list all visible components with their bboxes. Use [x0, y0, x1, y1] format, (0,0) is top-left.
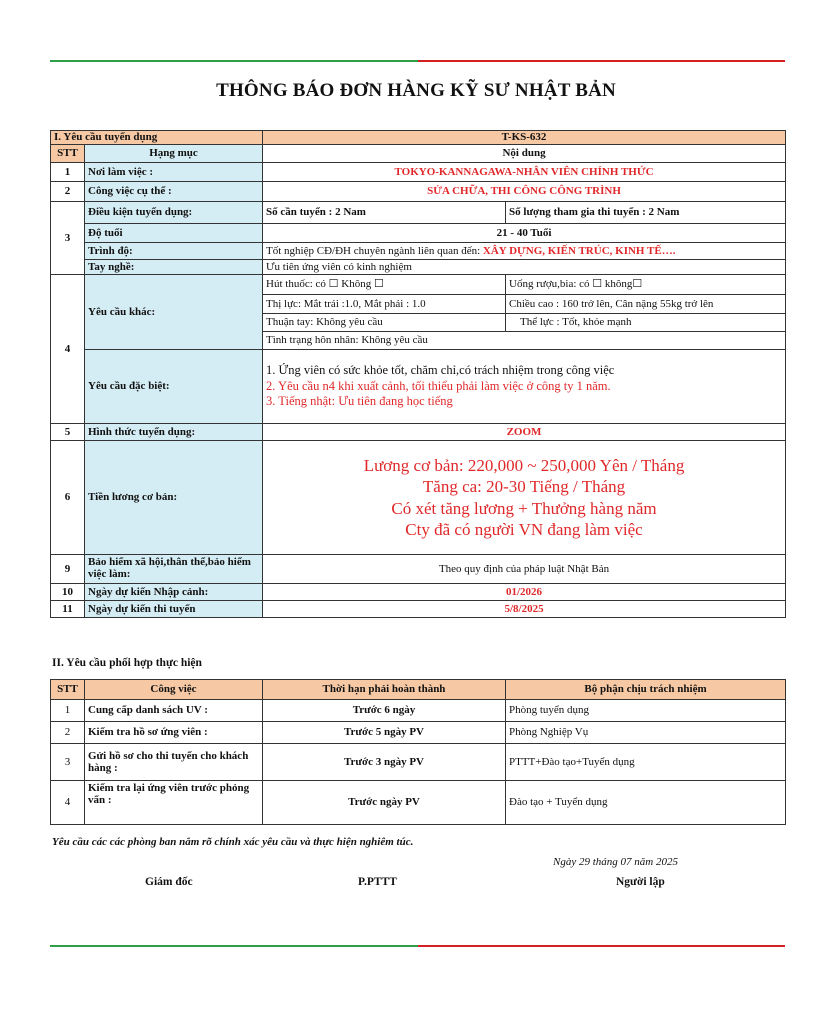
entry-date-value: 01/2026	[263, 584, 786, 601]
department-cell: Phòng Nghiệp Vụ	[506, 722, 786, 744]
deadline-cell: Trước 5 ngày PV	[263, 722, 506, 744]
table-row	[51, 350, 786, 424]
table-row	[51, 555, 786, 584]
education-value	[263, 243, 786, 260]
row-number: 4	[51, 275, 85, 424]
deadline-header: Thời hạn phải hoàn thành	[263, 680, 506, 700]
signature-director: Giám đốc	[145, 876, 193, 888]
education-prefix: Tốt nghiệp CĐ/ĐH chuyên ngành liên quan đến:	[266, 244, 481, 257]
section1-header-row	[51, 131, 786, 145]
instruction-note: Yêu cầu các các phòng ban nắm rõ chính xác yêu cầu và thực hiện nghiêm túc.	[52, 836, 414, 848]
table-row	[51, 243, 786, 260]
stt-header: STT	[51, 680, 85, 700]
table-row	[51, 744, 786, 781]
stt-header: STT	[51, 145, 85, 163]
education-label: Trình độ:	[85, 243, 263, 260]
task-cell: Cung cấp danh sách UV :	[85, 700, 263, 722]
row-number: 2	[51, 722, 85, 744]
job-value: SỬA CHỮA, THI CÔNG CÔNG TRÌNH	[263, 182, 786, 202]
table-row	[51, 182, 786, 202]
vision-field: Thị lực: Mắt trái :1.0, Mắt phải : 1.0	[263, 295, 506, 314]
task-header: Công việc	[85, 680, 263, 700]
salary-label: Tiền lương cơ bản:	[85, 441, 263, 555]
table-row	[51, 781, 786, 825]
special-line-2: 2. Yêu cầu n4 khi xuất cảnh, tối thiểu phải làm việc ở công ty 1 năm.	[266, 378, 611, 393]
workplace-label: Nơi làm việc :	[85, 163, 263, 182]
row-number: 4	[51, 781, 85, 825]
column-header-row	[51, 145, 786, 163]
special-requirements	[263, 350, 786, 424]
salary-line-4: Cty đã có người VN đang làm việc	[405, 519, 643, 539]
row-number: 3	[51, 744, 85, 781]
workplace-value: TOKYO-KANNAGAWA-NHÂN VIÊN CHÍNH THỨC	[263, 163, 786, 182]
education-fields: XÂY DỰNG, KIẾN TRÚC, KINH TẾ….	[482, 244, 676, 257]
content-header: Nội dung	[263, 145, 786, 163]
marital-field: Tình trạng hôn nhân: Không yêu cầu	[263, 332, 786, 350]
special-line-1: 1. Ứng viên có sức khỏe tốt, chăm chỉ,có trách nhiệm trong công việc	[266, 363, 615, 378]
height-field: Chiều cao : 160 trở lên, Cân nặng 55kg trở lên	[506, 295, 786, 314]
department-header: Bộ phận chịu trách nhiệm	[506, 680, 786, 700]
salary-line-2: Tăng ca: 20-30 Tiếng / Tháng	[422, 477, 626, 497]
row-number: 2	[51, 182, 85, 202]
signature-creator: Người lập	[616, 876, 665, 888]
handedness-field: Thuận tay: Không yêu cầu	[263, 314, 506, 332]
salary-line-3: Có xét tăng lương + Thưởng hàng năm	[391, 498, 657, 518]
insurance-label: Bảo hiểm xã hội,thân thể,bảo hiểm việc làm:	[85, 555, 263, 584]
insurance-value: Theo quy định của pháp luật Nhật Bản	[263, 555, 786, 584]
table-row	[51, 163, 786, 182]
row-number: 11	[51, 601, 85, 618]
recruit-count: Số cần tuyển : 2 Nam	[263, 202, 506, 224]
document-date: Ngày 29 tháng 07 năm 2025	[553, 856, 678, 868]
table-row	[51, 700, 786, 722]
row-number: 10	[51, 584, 85, 601]
table-row	[51, 584, 786, 601]
requirements-table	[50, 130, 786, 618]
row-number: 5	[51, 424, 85, 441]
entry-date-label: Ngày dự kiến Nhập cảnh:	[85, 584, 263, 601]
exam-date-value: 5/8/2025	[263, 601, 786, 618]
row-number: 3	[51, 202, 85, 275]
conditions-label: Điều kiện tuyển dụng:	[85, 202, 263, 224]
table-row	[51, 424, 786, 441]
section1-title: I. Yêu cầu tuyển dụng	[51, 131, 263, 145]
department-cell: PTTT+Đào tạo+Tuyển dụng	[506, 744, 786, 781]
table-row	[51, 441, 786, 555]
department-cell: Phòng tuyển dụng	[506, 700, 786, 722]
page-title: THÔNG BÁO ĐƠN HÀNG KỸ SƯ NHẬT BẢN	[216, 80, 616, 101]
age-label: Độ tuổi	[85, 224, 263, 243]
table-row	[51, 224, 786, 243]
row-number: 1	[51, 700, 85, 722]
fitness-field: Thể lực : Tốt, khỏe mạnh	[506, 314, 786, 332]
item-header: Hạng mục	[85, 145, 263, 163]
skill-label: Tay nghề:	[85, 260, 263, 275]
order-code: T-KS-632	[263, 131, 786, 145]
recruit-form-label: Hình thức tuyển dụng:	[85, 424, 263, 441]
signature-pttt: P.PTTT	[358, 876, 397, 888]
other-requirements-label: Yêu cầu khác:	[85, 275, 263, 350]
deadline-cell: Trước 6 ngày	[263, 700, 506, 722]
salary-details	[263, 441, 786, 555]
table-row	[51, 722, 786, 744]
task-cell: Gửi hồ sơ cho thi tuyển cho khách hàng :	[85, 744, 263, 781]
table-row	[51, 260, 786, 275]
special-requirements-label: Yêu cầu đặc biệt:	[85, 350, 263, 424]
department-cell: Đào tạo + Tuyển dụng	[506, 781, 786, 825]
drinking-field: Uống rượu,bia: có ☐ không☐	[506, 275, 786, 295]
age-value: 21 - 40 Tuổi	[263, 224, 786, 243]
coordination-table	[50, 679, 786, 825]
exam-date-label: Ngày dự kiến thi tuyển	[85, 601, 263, 618]
top-rule	[50, 60, 785, 62]
task-cell: Kiểm tra hồ sơ ứng viên :	[85, 722, 263, 744]
exam-count: Số lượng tham gia thi tuyển : 2 Nam	[506, 202, 786, 224]
bottom-rule	[50, 945, 785, 947]
table-row	[51, 601, 786, 618]
section2-title: II. Yêu cầu phối hợp thực hiện	[52, 657, 202, 669]
smoking-field: Hút thuốc: có ☐ Không ☐	[263, 275, 506, 295]
task-cell: Kiểm tra lại ứng viên trước phỏng vấn :	[85, 781, 263, 825]
deadline-cell: Trước ngày PV	[263, 781, 506, 825]
table-row	[51, 202, 786, 224]
job-label: Công việc cụ thể :	[85, 182, 263, 202]
row-number: 1	[51, 163, 85, 182]
row-number: 9	[51, 555, 85, 584]
recruit-form-value: ZOOM	[263, 424, 786, 441]
row-number: 6	[51, 441, 85, 555]
special-line-3: 3. Tiếng nhật: Ưu tiên đang học tiếng	[266, 394, 453, 409]
skill-value: Ưu tiên ứng viên có kinh nghiệm	[263, 260, 786, 275]
table-row	[51, 275, 786, 295]
deadline-cell: Trước 3 ngày PV	[263, 744, 506, 781]
salary-line-1: Lương cơ bản: 220,000 ~ 250,000 Yên / Tháng	[363, 456, 685, 475]
section2-header-row	[51, 680, 786, 700]
